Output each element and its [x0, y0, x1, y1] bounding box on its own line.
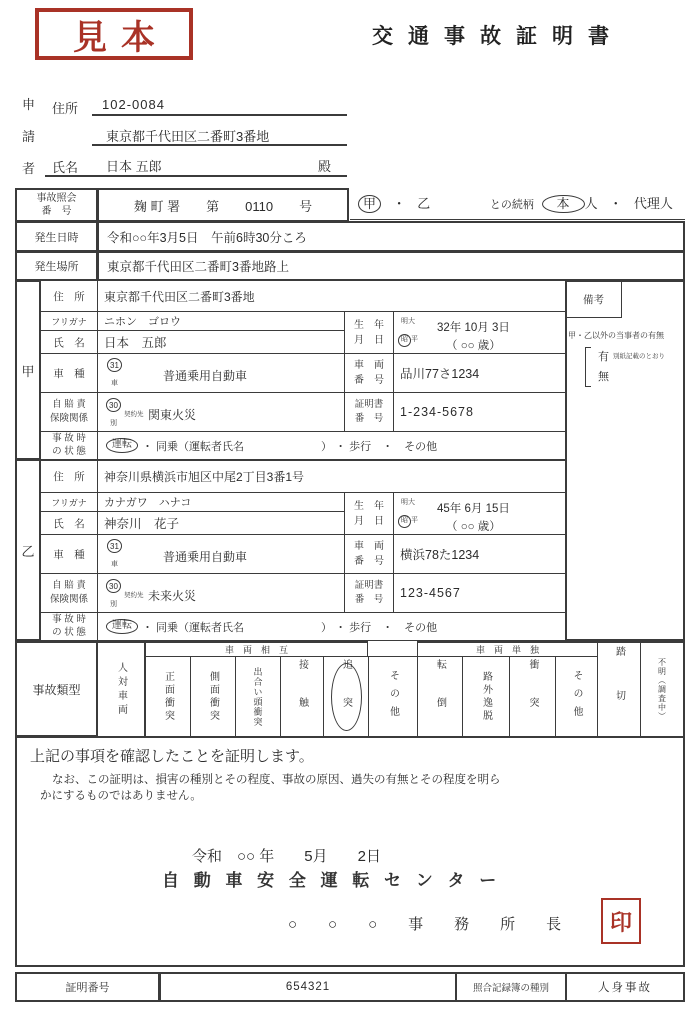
- birth-label-line2: 月 日: [354, 334, 384, 346]
- other-party-bracket: [585, 347, 591, 387]
- party-a-circle: 甲: [358, 195, 381, 213]
- postal-underline: [92, 114, 347, 116]
- other-party-yes: 有: [598, 351, 609, 363]
- type-side-text: 側面衝突: [207, 670, 219, 723]
- group-mutual-header: 車 両 相 互: [145, 641, 368, 657]
- type-collision-text: 衝突: [527, 658, 538, 735]
- party-b-address: 神奈川県横浜市旭区中尾2丁目3番1号: [97, 459, 566, 493]
- era-showa-circle-b: 昭: [398, 515, 411, 528]
- footer-cert-no-label: 証明番号: [15, 972, 160, 1002]
- party-b-state-cell: [97, 612, 566, 641]
- type-rearend-text: 追突: [340, 658, 352, 735]
- party-b-contract-label: 契約先: [124, 592, 144, 599]
- statement-line2: なお、この証明は、損害の種別とその程度、事故の原因、過失の有無とその程度を明ら: [52, 774, 501, 786]
- applicant-vertical-1: 申: [22, 97, 36, 112]
- party-b-age: （ ○○ 歳）: [446, 521, 501, 533]
- party-b-name: 神奈川 花子: [97, 511, 345, 535]
- party-a-name: 日本 五郎: [97, 330, 345, 354]
- agent-option: 代理人: [633, 196, 673, 211]
- accident-type-person: [97, 641, 145, 737]
- party-a-name-label: 氏 名: [40, 330, 98, 354]
- cert-label-line2: 番 号: [354, 413, 384, 424]
- inquiry-number-label: [15, 188, 98, 222]
- type-col-collision: [509, 656, 556, 737]
- birth-label-line1: 生 年: [354, 500, 384, 512]
- party-a-vehicle: 普通乗用自動車: [163, 369, 248, 383]
- party-b-option: 乙: [417, 196, 431, 211]
- party-a-state-label: [40, 431, 98, 460]
- type-contact-text: 接触: [296, 658, 308, 735]
- applicant-vertical-2: 請: [22, 129, 36, 144]
- footer-cert-no: 654321: [159, 972, 457, 1002]
- statement-line1: 上記の事項を確認したことを証明します。: [30, 748, 314, 765]
- relation-label: との続柄: [489, 199, 534, 211]
- party-a-vehicle-cell: [97, 353, 345, 393]
- type-deaiatama-text: 出合い頭衝突: [252, 666, 263, 727]
- party-b-address-label: 住 所: [40, 459, 98, 493]
- party-a-plate: 品川77さ1234: [393, 353, 566, 393]
- era-meiji-taisho-b: 明大: [401, 499, 415, 506]
- plate-label-line1: 車 両: [354, 360, 384, 371]
- party-b-furigana: カナガワ ハナコ: [97, 492, 345, 512]
- party-a-state-rest: ・ 同乗（運転者氏名 ） ・ 歩行 ・ その他: [142, 440, 438, 453]
- party-a-insurance-code-circle: 30: [106, 398, 121, 412]
- relation-underline: [350, 219, 685, 220]
- insurance-label-line2: 保険関係: [49, 413, 88, 424]
- plate-label-line1: 車 両: [354, 541, 384, 552]
- party-b-insurance-code-sub: 別: [110, 601, 117, 608]
- inquiry-label-line2: 番 号: [41, 206, 72, 217]
- cert-label-line2: 番 号: [354, 594, 384, 605]
- statement-line3: かにするものではありません。: [40, 790, 202, 802]
- party-a-birth-cell: [393, 311, 566, 354]
- relation-sep1: ・: [392, 196, 406, 211]
- party-a-insurance-label: [40, 392, 98, 432]
- type-col-mutual-other: [368, 656, 418, 737]
- address-underline: [92, 144, 347, 146]
- party-b-vehicle: 普通乗用自動車: [163, 550, 248, 564]
- type-col-side: [190, 656, 236, 737]
- party-b-insurance-company: 未来火災: [148, 589, 197, 603]
- era-heisei-a: 平: [411, 336, 418, 343]
- type-col-offroad: [462, 656, 510, 737]
- statement-date: 令和 ○○ 年 5月 2日: [192, 848, 381, 865]
- other-party-yes-note: 別紙記載のとおり: [613, 353, 665, 360]
- applicant-honorific: 殿: [318, 159, 332, 174]
- party-b-plate-label: [344, 534, 394, 574]
- state-label-line2: の 状 態: [52, 626, 86, 638]
- rearend-selected-circle: [331, 663, 362, 731]
- era-showa-circle-a: 昭: [398, 334, 411, 347]
- applicant-address-label: 住所: [52, 101, 79, 116]
- occur-datetime-label: 発生日時: [15, 221, 98, 252]
- era-meiji-taisho-a: 明大: [401, 318, 415, 325]
- era-heisei-b: 平: [411, 517, 418, 524]
- party-a-insurance-code-sub: 別: [110, 420, 117, 427]
- type-offroad-text: 路外逸脱: [480, 670, 492, 723]
- party-a-cert-label: [344, 392, 394, 432]
- party-a-vehicle-code-circle: 31: [107, 358, 122, 372]
- party-a-vehicle-label: 車 種: [40, 353, 98, 393]
- party-a-insurance-company: 関東火災: [148, 408, 197, 422]
- occur-place-value: 東京都千代田区二番町3番地路上: [97, 251, 685, 281]
- party-a-plate-label: [344, 353, 394, 393]
- type-mutual-other-text: その他: [387, 669, 399, 724]
- era-showa-heisei-a: [398, 334, 418, 347]
- era-showa-heisei-b: [398, 515, 418, 528]
- applicant-address: 東京都千代田区二番町3番地: [106, 129, 270, 144]
- party-a-age: （ ○○ 歳）: [446, 340, 501, 352]
- type-single-other-text: その他: [571, 669, 582, 724]
- type-col-crossing-collision: [235, 656, 281, 737]
- party-b-birth-cell: [393, 492, 566, 535]
- statement-office-line: ○ ○ ○ 事 務 所 長: [288, 916, 570, 933]
- party-a-insurance-cell: [97, 392, 345, 432]
- relation-sep2: ・: [609, 196, 623, 211]
- party-a-furigana: ニホン ゴロウ: [97, 311, 345, 331]
- party-a-column: 甲: [15, 280, 41, 460]
- page-title: 交通事故証明書: [372, 25, 624, 48]
- plate-label-line2: 番 号: [354, 375, 384, 386]
- party-b-name-label: 氏 名: [40, 511, 98, 535]
- insurance-label-line1: 自 賠 責: [52, 580, 86, 592]
- party-b-vehicle-code-circle: 31: [107, 539, 122, 553]
- type-col-railroad: [597, 641, 641, 737]
- party-b-cert-label: [344, 573, 394, 613]
- inquiry-relation-line: [358, 193, 673, 213]
- birth-label-line1: 生 年: [354, 319, 384, 331]
- party-a-address-label: 住 所: [40, 280, 98, 312]
- occur-place-label: 発生場所: [15, 251, 98, 281]
- party-b-insurance-cell: [97, 573, 345, 613]
- cert-label-line1: 証明書: [354, 398, 384, 410]
- party-b-column: 乙: [15, 459, 41, 641]
- party-a-furigana-label: フリガナ: [40, 311, 98, 331]
- footer-record-value: 人身事故: [565, 972, 685, 1002]
- accident-type-label: 事故類型: [15, 641, 98, 737]
- applicant-name-label: 氏名: [52, 160, 79, 175]
- self-circle: 本: [542, 195, 585, 213]
- party-b-cert-no: 123-4567: [393, 573, 566, 613]
- type-col-contact: [280, 656, 324, 737]
- party-b-state-label: [40, 612, 98, 641]
- type-col-overturn: [417, 656, 463, 737]
- party-b-vehicle-label: 車 種: [40, 534, 98, 574]
- plate-label-line2: 番 号: [354, 556, 384, 567]
- self-rest: 人: [584, 196, 598, 211]
- party-a-contract-label: 契約先: [124, 411, 144, 418]
- type-unknown-text: 不明（調査中）: [657, 658, 667, 721]
- sample-stamp: 見本: [35, 8, 193, 60]
- footer-record-label: 照合記録簿の種別: [455, 972, 567, 1002]
- party-b-birth-label: [344, 492, 394, 535]
- party-b-state-rest: ・ 同乗（運転者氏名 ） ・ 歩行 ・ その他: [142, 621, 438, 634]
- type-overturn-text: 転倒: [434, 658, 446, 735]
- person-vs-vehicle-text: 人対車両: [115, 661, 127, 718]
- insurance-label-line2: 保険関係: [49, 594, 88, 605]
- state-label-line2: の 状 態: [52, 445, 86, 457]
- name-underline: [45, 175, 347, 177]
- party-a-vehicle-code-sub: 車: [111, 380, 118, 387]
- party-a-state-circle: 運転: [106, 438, 138, 453]
- party-a-state-cell: [97, 431, 566, 460]
- type-col-single-other: [555, 656, 598, 737]
- director-seal-box: [601, 898, 641, 944]
- party-a-birth-label: [344, 311, 394, 354]
- statement-organization: 自 動 車 安 全 運 転 セ ン タ ー: [162, 871, 502, 890]
- party-b-vehicle-cell: [97, 534, 345, 574]
- seal-character: 印: [609, 909, 632, 935]
- party-b-furigana-label: フリガナ: [40, 492, 98, 512]
- type-railroad-text: 踏切: [613, 645, 625, 734]
- party-b-insurance-label: [40, 573, 98, 613]
- remarks-box: 備考: [565, 280, 622, 318]
- other-party-title: 甲・乙以外の当事者の有無: [568, 331, 664, 340]
- type-col-headon: [145, 656, 191, 737]
- state-label-line1: 事 故 時: [52, 613, 86, 625]
- occur-datetime-value: 令和○○年3月5日 午前6時30分ころ: [97, 221, 685, 252]
- birth-label-line2: 月 日: [354, 515, 384, 527]
- party-a-address: 東京都千代田区二番町3番地: [97, 280, 566, 312]
- group-single-header: 車 両 単 独: [417, 641, 598, 657]
- party-b-birth-date: 45年 6月 15日: [437, 503, 510, 515]
- other-party-no: 無: [598, 371, 609, 383]
- state-label-line1: 事 故 時: [52, 432, 86, 444]
- applicant-postal-code: 102-0084: [102, 97, 165, 112]
- type-col-unknown: [640, 641, 685, 737]
- applicant-name: 日本 五郎: [106, 159, 162, 174]
- party-a-birth-date: 32年 10月 3日: [437, 322, 510, 334]
- cert-label-line1: 証明書: [354, 579, 384, 591]
- party-b-insurance-code-circle: 30: [106, 579, 121, 593]
- party-a-cert-no: 1-234-5678: [393, 392, 566, 432]
- inquiry-number-value: 麹 町 署 第 0110 号: [97, 188, 349, 222]
- party-b-plate: 横浜78た1234: [393, 534, 566, 574]
- applicant-vertical-3: 者: [22, 161, 36, 176]
- party-b-state-circle: 運転: [106, 619, 138, 634]
- insurance-label-line1: 自 賠 責: [52, 399, 86, 411]
- inquiry-label-line1: 事故照会: [36, 193, 77, 204]
- party-b-vehicle-code-sub: 車: [111, 561, 118, 568]
- type-headon-text: 正面衝突: [162, 670, 174, 723]
